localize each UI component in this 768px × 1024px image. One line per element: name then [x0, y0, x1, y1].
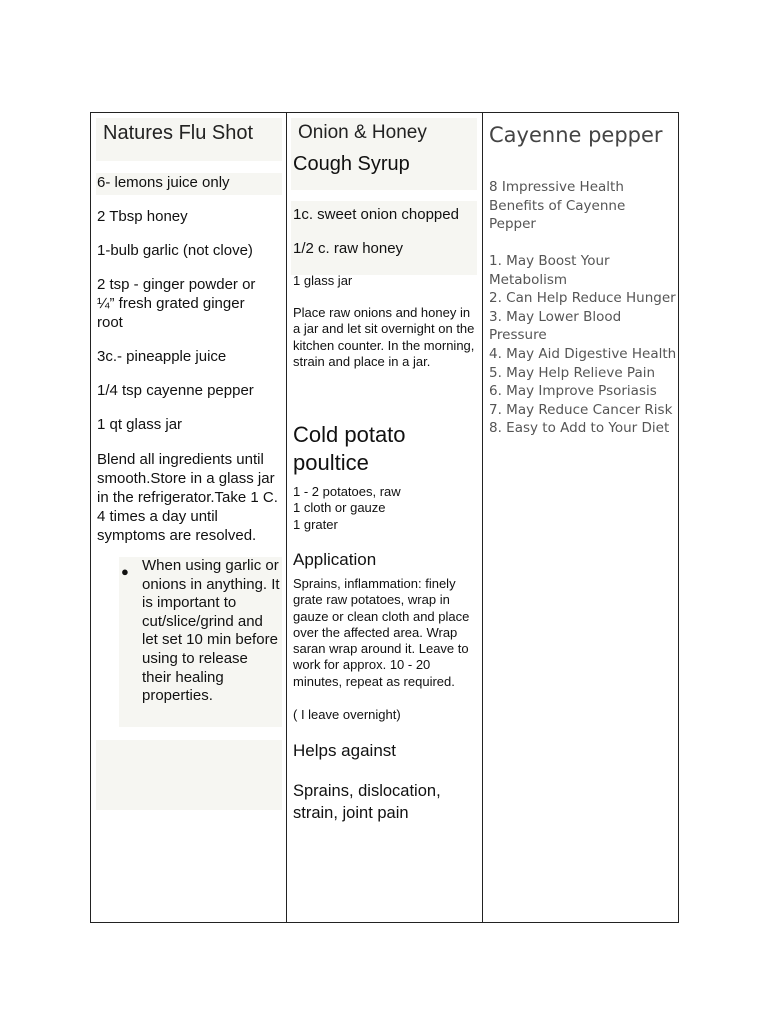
cough-syrup-subtitle: Cough Syrup — [293, 153, 410, 175]
list-item: 4. May Aid Digestive Health — [489, 345, 677, 362]
ingredient-line: 1 qt glass jar — [97, 416, 183, 433]
ingredient-line: 1-bulb garlic (not clove) — [97, 242, 253, 259]
cayenne-column — [483, 113, 678, 922]
list-item: 3. May Lower Blood Pressure — [489, 308, 622, 344]
list-item: 2. Can Help Reduce Hunger — [489, 290, 676, 307]
ingredient-line: root — [97, 314, 123, 331]
cough-syrup-title: Onion & Honey — [298, 122, 427, 143]
garlic-tip: When using garlic or onions in anything. It is important to cut/slice/grind and let set 10 min before using to release their healing properties. — [142, 557, 280, 705]
helps-text: Sprains, dislocation, strain, joint pain — [293, 782, 441, 822]
list-item: 6. May Improve Psoriasis — [489, 383, 657, 400]
poultice-item: 1 cloth or gauze — [293, 500, 386, 515]
remedies-column — [287, 113, 483, 922]
ingredient-line: ¼” fresh grated ginger — [97, 295, 245, 312]
list-item: 7. May Reduce Cancer Risk — [489, 401, 673, 418]
bullet-dot-icon: ● — [121, 564, 129, 579]
ingredient-line: 2 Tbsp honey — [97, 208, 188, 225]
cough-syrup-directions: Place raw onions and honey in a jar and let sit overnight on the kitchen counter. In the morning, strain and place in a jar. — [293, 305, 475, 369]
cayenne-title: Cayenne pepper — [489, 123, 663, 147]
jar-line: 1 glass jar — [293, 273, 353, 288]
application-heading: Application — [293, 550, 377, 569]
list-item: 1. May Boost Your Metabolism — [489, 253, 610, 288]
poultice-item: 1 - 2 potatoes, raw — [293, 484, 401, 499]
benefits-list — [489, 252, 677, 438]
ingredient-line: 1/2 c. raw honey — [293, 240, 404, 257]
cayenne-intro: 8 Impressive Health Benefits of Cayenne Pepper — [489, 179, 626, 233]
poultice-title: Cold potato poultice — [293, 422, 406, 475]
flu-shot-instructions: Blend all ingredients until smooth.Store in a glass jar in the refrigerator.Take 1 C. 4 times a day until symptoms are resolved. — [97, 451, 278, 544]
flu-shot-title: Natures Flu Shot — [103, 122, 254, 144]
application-note: ( I leave overnight) — [293, 707, 401, 722]
list-item: 5. May Help Relieve Pain — [489, 364, 656, 381]
list-item: 8. Easy to Add to Your Diet — [489, 420, 670, 437]
poultice-item: 1 grater — [293, 517, 338, 532]
recipe-table — [90, 112, 679, 923]
empty-shade — [96, 740, 282, 810]
ingredient-line: 2 tsp - ginger powder or — [97, 276, 256, 293]
ingredient-line: 1/4 tsp cayenne pepper — [97, 382, 254, 399]
helps-heading: Helps against — [293, 741, 397, 760]
ingredient-line: 1c. sweet onion chopped — [293, 206, 459, 223]
flu-shot-column — [91, 113, 287, 922]
ingredient-line: 3c.- pineapple juice — [97, 348, 227, 365]
ingredient-line: 6- lemons juice only — [97, 174, 230, 191]
application-text: Sprains, inflammation: finely grate raw potatoes, wrap in gauze or clean cloth and place over the affected area. Wrap saran wrap around it. Leave to work for approx. 10 - 20 minutes, repeat as required. — [293, 576, 470, 689]
